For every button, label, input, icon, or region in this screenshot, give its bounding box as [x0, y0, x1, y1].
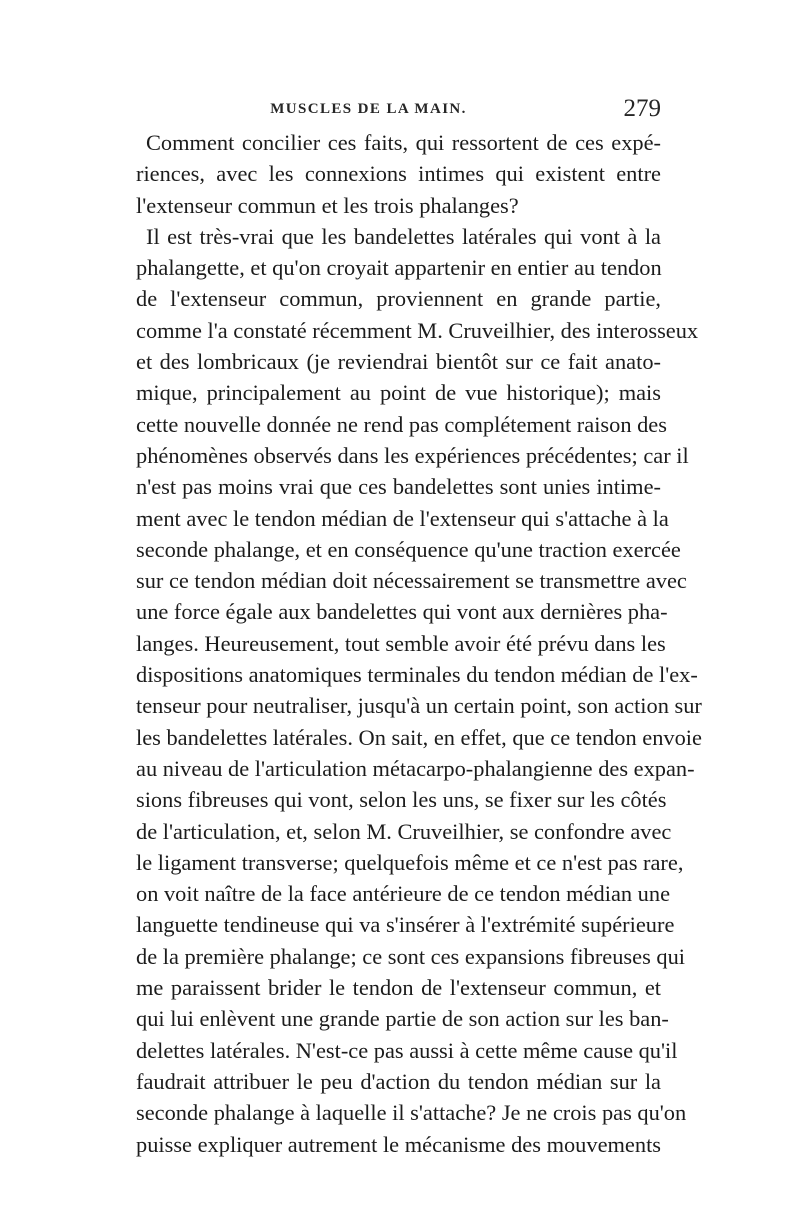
- text-line: phénomènes observés dans les expériences précédentes; car il: [136, 442, 689, 468]
- text-line: puisse expliquer autrement le mécanisme des mouvements: [136, 1131, 661, 1157]
- text-line: seconde phalange, et en conséquence qu'une traction exercée: [136, 536, 681, 562]
- text-line: et des lombricaux (je reviendrai bientôt sur ce fait anato-: [136, 349, 661, 375]
- text-line: languette tendineuse qui va s'insérer à l'extrémité supérieure: [136, 912, 675, 938]
- text-line: me paraissent brider le tendon de l'extenseur commun, et: [136, 975, 661, 1001]
- text-line: une force égale aux bandelettes qui vont aux dernières pha-: [136, 599, 668, 625]
- text-line: dispositions anatomiques terminales du tendon médian de l'ex-: [136, 662, 698, 688]
- page-number: 279: [623, 95, 661, 122]
- body-text: [136, 127, 702, 1160]
- text-line: mique, principalement au point de vue historique); mais: [136, 380, 661, 406]
- text-line: on voit naître de la face antérieure de ce tendon médian une: [136, 881, 671, 907]
- text-line: le ligament transverse; quelquefois même et ce n'est pas rare,: [136, 849, 684, 875]
- text-line: langes. Heureusement, tout semble avoir été prévu dans les: [136, 630, 666, 656]
- text-line: au niveau de l'articulation métacarpo-phalangienne des expan-: [136, 755, 695, 781]
- text-line: sions fibreuses qui vont, selon les uns, se fixer sur les côtés: [136, 787, 667, 813]
- text-line: les bandelettes latérales. On sait, en effet, que ce tendon envoie: [136, 724, 702, 750]
- text-line: comme l'a constaté récemment M. Cruveilhier, des interosseux: [136, 317, 699, 343]
- text-line: de l'extenseur commun, proviennent en grande partie,: [136, 286, 661, 312]
- text-line: tenseur pour neutraliser, jusqu'à un certain point, son action sur: [136, 693, 702, 719]
- text-line: phalangette, et qu'on croyait appartenir en entier au tendon: [136, 255, 662, 281]
- running-head: [136, 95, 661, 125]
- running-title: MUSCLES DE LA MAIN.: [270, 101, 467, 117]
- text-line: riences, avec les connexions intimes qui existent entre: [136, 161, 661, 187]
- text-line: Comment concilier ces faits, qui ressortent de ces expé-: [146, 130, 661, 155]
- text-line: sur ce tendon médian doit nécessairement se transmettre avec: [136, 568, 687, 594]
- text-line: qui lui enlèvent une grande partie de son action sur les ban-: [136, 1006, 669, 1032]
- text-line: ment avec le tendon médian de l'extenseur qui s'attache à la: [136, 505, 669, 531]
- text-line: faudrait attribuer le peu d'action du tendon médian sur la: [136, 1068, 661, 1094]
- text-line: Il est très-vrai que les bandelettes latérales qui vont à la: [146, 223, 661, 249]
- text-line: delettes latérales. N'est-ce pas aussi à cette même cause qu'il: [136, 1037, 678, 1063]
- text-line: n'est pas moins vrai que ces bandelettes sont unies intime-: [136, 474, 661, 500]
- text-line: cette nouvelle donnée ne rend pas complétement raison des: [136, 411, 667, 437]
- text-line: l'extenseur commun et les trois phalanges?: [136, 192, 519, 218]
- text-line: de la première phalange; ce sont ces expansions fibreuses qui: [136, 943, 685, 969]
- text-line: de l'articulation, et, selon M. Cruveilhier, se confondre avec: [136, 818, 672, 844]
- text-line: seconde phalange à laquelle il s'attache? Je ne crois pas qu'on: [136, 1100, 687, 1126]
